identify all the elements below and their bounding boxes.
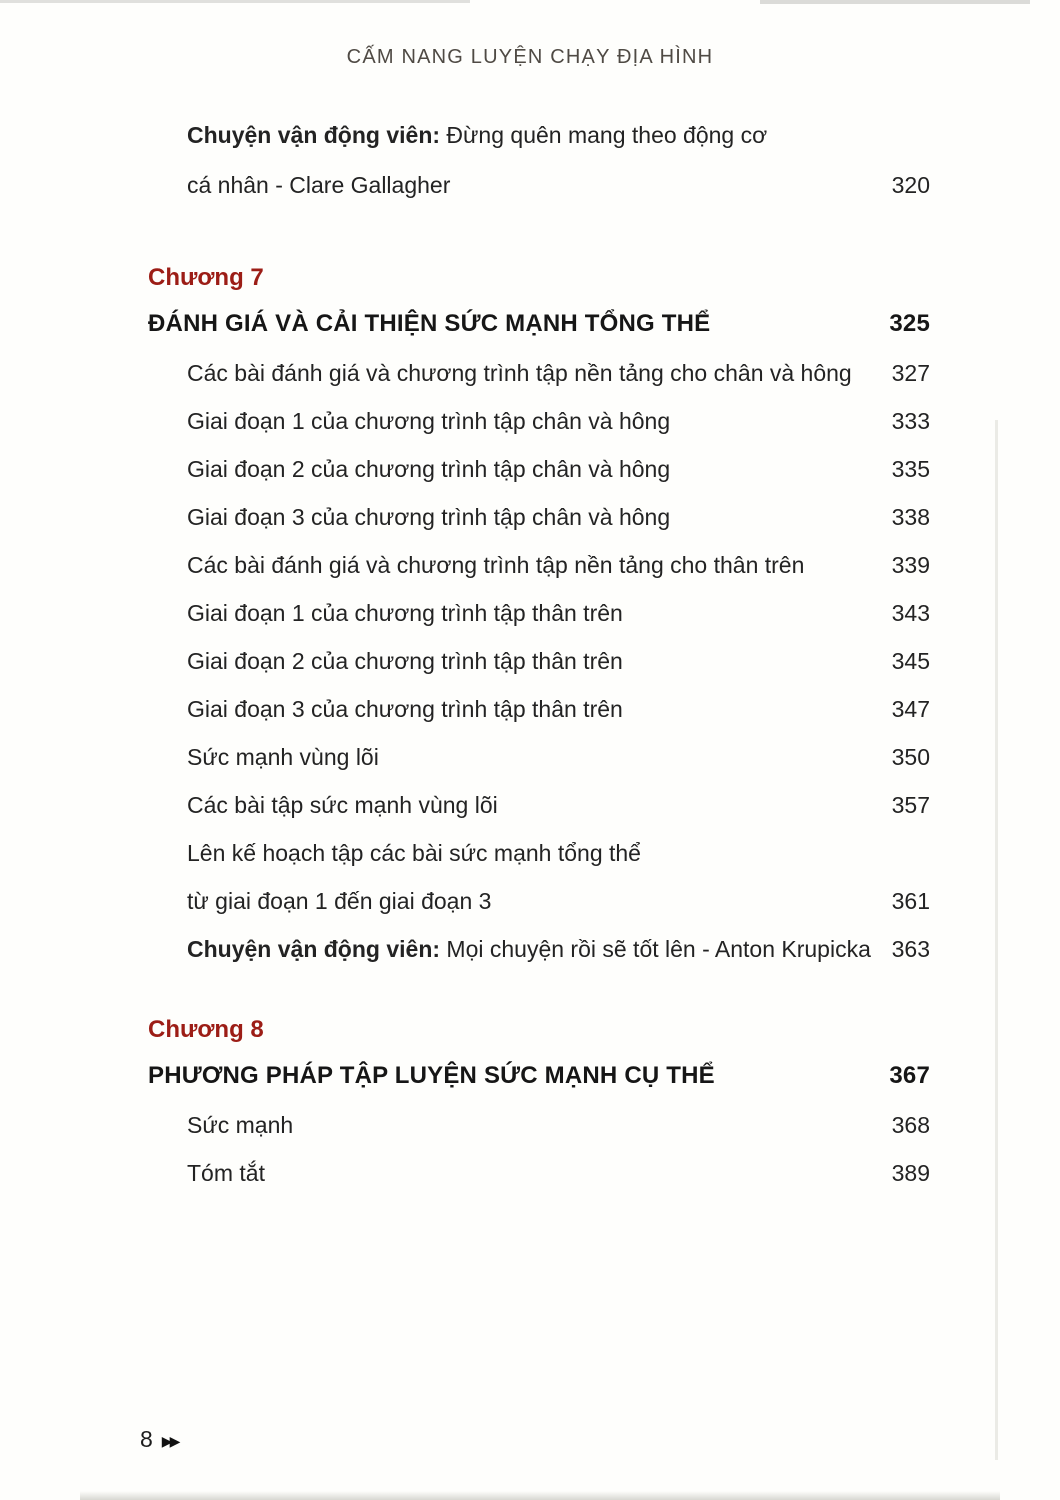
toc-page-number: 338 [891,504,930,530]
toc-page-number: 325 [889,310,930,337]
toc-entry [148,838,930,868]
chapter-label: Chương 8 [148,1016,264,1043]
athlete-story-prefix: Chuyện vận động viên: [187,122,441,148]
toc-entry-label: Giai đoạn 2 của chương trình tập chân và hông [187,456,671,482]
athlete-story-text: Mọi chuyện rồi sẽ tốt lên - Anton Krupicka [446,936,871,962]
toc-entry [148,358,930,388]
toc-entry-label: Sức mạnh [187,1112,294,1138]
toc-entry-label: Giai đoạn 3 của chương trình tập thân trên [187,696,623,722]
toc-page-number: 333 [891,408,930,434]
toc-page-number: 350 [891,744,930,770]
toc-entry-label: Các bài tập sức mạnh vùng lõi [187,792,498,818]
toc-entry [148,550,930,580]
toc-entry [148,1110,930,1140]
toc-entry-label: Giai đoạn 1 của chương trình tập thân trên [187,600,623,626]
toc-page-number: 389 [891,1160,930,1186]
toc-page-number: 343 [891,600,930,626]
toc-entry [148,1158,930,1188]
toc-entry-label [187,934,883,964]
toc-entry-label: Giai đoạn 2 của chương trình tập thân trên [187,648,623,674]
toc-entry [148,454,930,484]
toc-entry [148,598,930,628]
running-header: CẤM NANG LUYỆN CHẠY ĐỊA HÌNH [346,46,714,68]
chapter-title-row [148,308,930,340]
double-right-arrow-icon: ▶▶ [161,1432,178,1449]
toc-entry [148,742,930,772]
toc-entry-athlete-story [148,120,930,150]
toc-page-number: 335 [891,456,930,482]
toc-entry-label: Tóm tắt [187,1160,265,1186]
toc-page-number: 339 [891,552,930,578]
scan-edge-artifact [80,1491,1000,1500]
toc-page-number: 361 [891,888,930,914]
scan-edge-artifact [995,420,998,1460]
toc-entry-label: cá nhân - Clare Gallagher [187,172,451,198]
toc-page-number: 320 [891,172,930,198]
toc-entry-athlete-story-line2 [148,170,930,200]
athlete-story-prefix: Chuyện vận động viên: [187,936,441,962]
toc-entry [148,406,930,436]
toc-entry-label: Giai đoạn 3 của chương trình tập chân và hông [187,504,671,530]
toc-entry [148,790,930,820]
toc-entry-label: Giai đoạn 1 của chương trình tập chân và hông [187,408,671,434]
toc-entry-label: từ giai đoạn 1 đến giai đoạn 3 [187,888,492,914]
toc-entry-athlete-story [148,934,930,964]
page-footer [140,1426,177,1453]
chapter-title: ĐÁNH GIÁ VÀ CẢI THIỆN SỨC MẠNH TỔNG THỂ [148,310,711,337]
chapter-title: PHƯƠNG PHÁP TẬP LUYỆN SỨC MẠNH CỤ THỂ [148,1062,715,1089]
table-of-contents [148,0,930,1206]
toc-entry-label [187,120,779,150]
chapter-title-row [148,1060,930,1092]
toc-page-number: 368 [891,1112,930,1138]
toc-page-number: 345 [891,648,930,674]
footer-page-number: 8 [140,1426,153,1452]
toc-entry [148,502,930,532]
toc-entry-label: Lên kế hoạch tập các bài sức mạnh tổng thể [187,840,641,866]
toc-page-number: 347 [891,696,930,722]
toc-entry-label: Các bài đánh giá và chương trình tập nền tảng cho thân trên [187,552,805,578]
toc-entry [148,646,930,676]
toc-entry-label: Sức mạnh vùng lõi [187,744,379,770]
toc-page-number: 357 [891,792,930,818]
toc-entry-label: Các bài đánh giá và chương trình tập nền tảng cho chân và hông [187,360,852,386]
athlete-story-text: Đừng quên mang theo động cơ [446,122,768,148]
toc-entry [148,886,930,916]
chapter-label: Chương 7 [148,264,264,291]
toc-page-number: 367 [889,1062,930,1089]
toc-page-number: 363 [891,936,930,962]
toc-entry [148,694,930,724]
toc-page-number: 327 [891,360,930,386]
